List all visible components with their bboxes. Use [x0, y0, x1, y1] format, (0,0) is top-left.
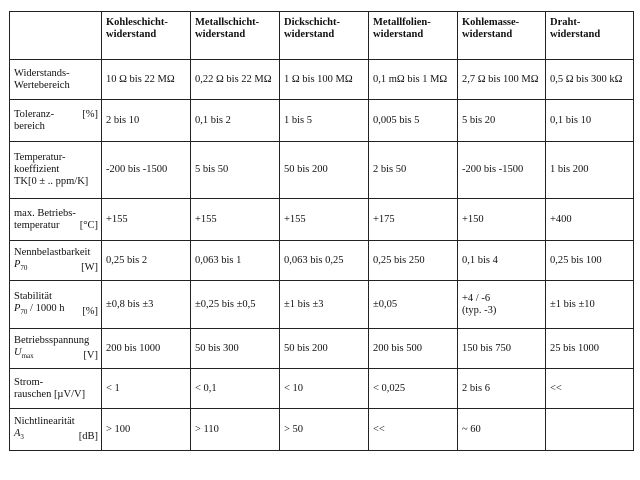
- table-row: [10, 100, 634, 142]
- table-cell: 0,1 mΩ bis 1 MΩ: [369, 60, 458, 100]
- table-cell: ±1 bis ±3: [280, 281, 369, 329]
- table-cell: 0,005 bis 5: [369, 100, 458, 142]
- table-cell: ±0,05: [369, 281, 458, 329]
- row-label-toleranz: Toleranz- [%] bereich: [10, 100, 102, 142]
- table-cell: 0,25 bis 100: [546, 241, 634, 281]
- table-row: [10, 409, 634, 451]
- table-cell: < 1: [102, 369, 191, 409]
- row-label-nichtlinearitaet: Nichtlinearität $A_3$ [dB]: [10, 409, 102, 451]
- table-row: [10, 329, 634, 369]
- table-cell: 0,063 bis 1: [191, 241, 280, 281]
- row-label-wertebereich: Widerstands- Wertebereich: [10, 60, 102, 100]
- table-row: [10, 241, 634, 281]
- table-row: [10, 199, 634, 241]
- table-cell: 0,5 Ω bis 300 kΩ: [546, 60, 634, 100]
- row-label-betriebstemperatur: max. Betriebs- temperatur [°C]: [10, 199, 102, 241]
- table-cell: ~ 60: [458, 409, 546, 451]
- table-row: [10, 369, 634, 409]
- table-cell: 50 bis 200: [280, 329, 369, 369]
- table-cell: 0,1 bis 2: [191, 100, 280, 142]
- table-cell: +175: [369, 199, 458, 241]
- table-cell: +155: [102, 199, 191, 241]
- table-cell: < 10: [280, 369, 369, 409]
- table-cell: 2 bis 50: [369, 142, 458, 199]
- table-cell: > 100: [102, 409, 191, 451]
- table-cell: 0,063 bis 0,25: [280, 241, 369, 281]
- table-cell: +400: [546, 199, 634, 241]
- table-cell: ±0,8 bis ±3: [102, 281, 191, 329]
- table-cell: +4 / -6 (typ. -3): [458, 281, 546, 329]
- table-cell: 1 bis 200: [546, 142, 634, 199]
- header-kohlemasse: Kohlemasse- widerstand: [458, 12, 546, 60]
- table-cell: 200 bis 1000: [102, 329, 191, 369]
- corner-cell: [10, 12, 102, 60]
- table-cell: < 0,025: [369, 369, 458, 409]
- header-draht: Draht- widerstand: [546, 12, 634, 60]
- row-label-nennbelastbarkeit: Nennbelastbarkeit $P_{70}$ [W]: [10, 241, 102, 281]
- table-cell: 150 bis 750: [458, 329, 546, 369]
- table-cell: 5 bis 50: [191, 142, 280, 199]
- table-cell: 2,7 Ω bis 100 MΩ: [458, 60, 546, 100]
- table-cell: 2 bis 6: [458, 369, 546, 409]
- table-cell: > 50: [280, 409, 369, 451]
- header-metallschicht: Metallschicht- widerstand: [191, 12, 280, 60]
- table-cell: +155: [191, 199, 280, 241]
- table-cell: > 110: [191, 409, 280, 451]
- table-cell: 0,22 Ω bis 22 MΩ: [191, 60, 280, 100]
- row-label-betriebsspannung: Betriebsspannung $U_{max}$ [V]: [10, 329, 102, 369]
- table-row: [10, 142, 634, 199]
- table-cell: 0,25 bis 250: [369, 241, 458, 281]
- header-dickschicht: Dickschicht- widerstand: [280, 12, 369, 60]
- table-cell: -200 bis -1500: [458, 142, 546, 199]
- table-cell: 1 bis 5: [280, 100, 369, 142]
- table-cell: 0,1 bis 4: [458, 241, 546, 281]
- table-row: [10, 281, 634, 329]
- table-cell: 5 bis 20: [458, 100, 546, 142]
- resistor-comparison-table: [9, 11, 634, 451]
- row-label-temperaturkoeffizient: Temperatur- koeffizient TK[0 ± .. ppm/K]: [10, 142, 102, 199]
- table-row: [10, 60, 634, 100]
- table-cell: [546, 409, 634, 451]
- row-label-stabilitaet: Stabilität $P_{70} / 1000$ h [%]: [10, 281, 102, 329]
- header-row: [10, 12, 634, 60]
- header-kohleschicht: Kohleschicht- widerstand: [102, 12, 191, 60]
- table-cell: +155: [280, 199, 369, 241]
- row-label-stromrauschen: Strom- rauschen [µV/V]: [10, 369, 102, 409]
- table-cell: <<: [369, 409, 458, 451]
- table-cell: < 0,1: [191, 369, 280, 409]
- table-cell: 50 bis 200: [280, 142, 369, 199]
- table-cell: 1 Ω bis 100 MΩ: [280, 60, 369, 100]
- header-metallfolien: Metallfolien- widerstand: [369, 12, 458, 60]
- table-cell: 2 bis 10: [102, 100, 191, 142]
- table-cell: -200 bis -1500: [102, 142, 191, 199]
- table-cell: 50 bis 300: [191, 329, 280, 369]
- table-cell: <<: [546, 369, 634, 409]
- table-cell: 0,1 bis 10: [546, 100, 634, 142]
- table-cell: 0,25 bis 2: [102, 241, 191, 281]
- table-cell: 10 Ω bis 22 MΩ: [102, 60, 191, 100]
- table-cell: ±1 bis ±10: [546, 281, 634, 329]
- table-cell: ±0,25 bis ±0,5: [191, 281, 280, 329]
- table-cell: 200 bis 500: [369, 329, 458, 369]
- table-cell: +150: [458, 199, 546, 241]
- table-cell: 25 bis 1000: [546, 329, 634, 369]
